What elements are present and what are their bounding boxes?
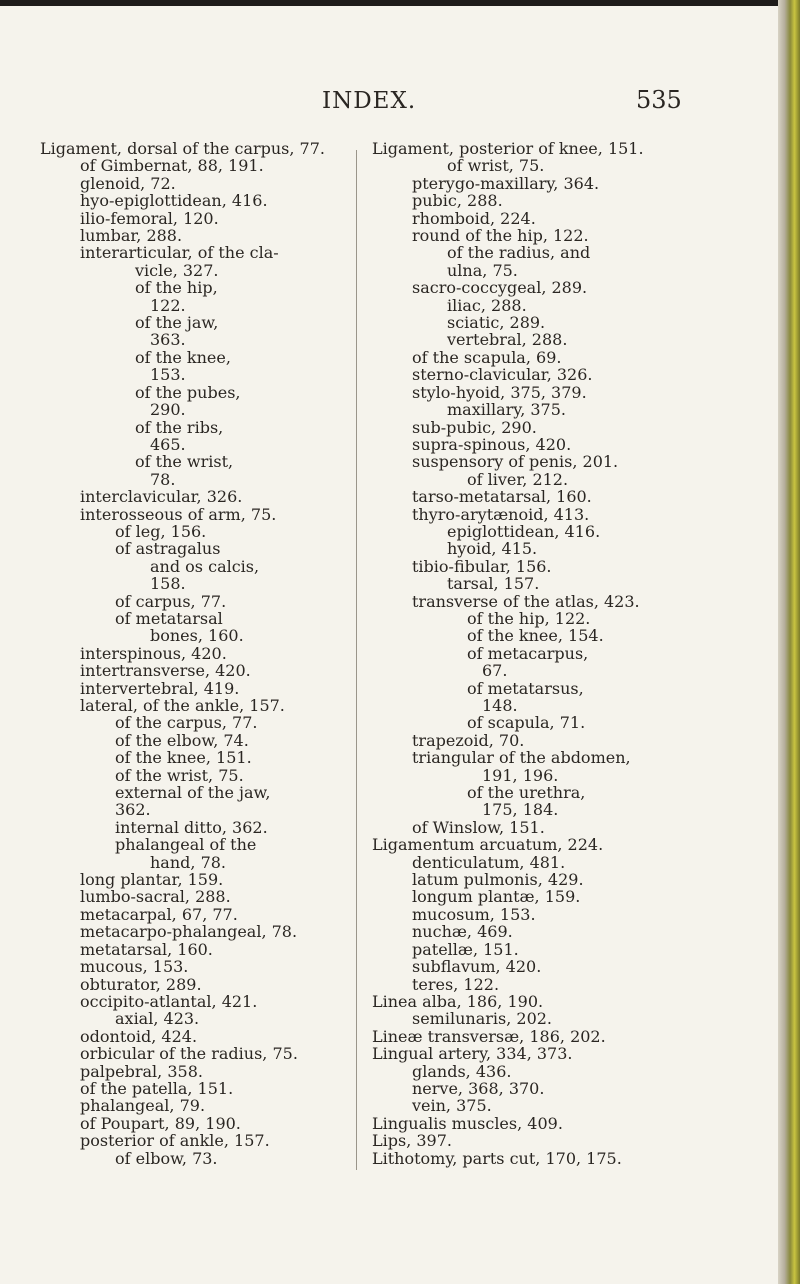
index-entry: triangular of the abdomen, — [412, 748, 631, 768]
index-entry: thyro-arytænoid, 413. — [412, 504, 590, 524]
index-entry: pterygo-maxillary, 364. — [412, 173, 600, 193]
index-entry: hyo-epiglottidean, 416. — [80, 191, 268, 211]
index-entry: trapezoid, 70. — [412, 730, 525, 750]
index-entry: occipito-atlantal, 421. — [80, 991, 258, 1011]
index-entry: of the hip, 122. — [467, 608, 591, 628]
index-entry: intertransverse, 420. — [80, 661, 251, 681]
index-entry: Lingual artery, 334, 373. — [372, 1044, 573, 1064]
index-entry: of the knee, 154. — [467, 626, 604, 646]
index-entry: of leg, 156. — [115, 521, 207, 541]
index-entry: tarso-metatarsal, 160. — [412, 487, 592, 507]
index-entry: 67. — [482, 661, 508, 681]
index-entry: external of the jaw, — [115, 783, 271, 803]
index-entry: of the hip, — [135, 278, 218, 298]
index-entry: of Winslow, 151. — [412, 817, 545, 837]
index-entry: of Gimbernat, 88, 191. — [80, 156, 264, 176]
index-entry: 78. — [150, 469, 176, 489]
index-entry: obturator, 289. — [80, 974, 202, 994]
index-entry: 363. — [150, 330, 186, 350]
index-entry: lumbar, 288. — [80, 226, 183, 246]
index-entry: and os calcis, — [150, 556, 260, 576]
index-entry: of metacarpus, — [467, 643, 589, 663]
index-entry: bones, 160. — [150, 626, 244, 646]
index-entry: epiglottidean, 416. — [447, 521, 601, 541]
index-entry: 153. — [150, 365, 186, 385]
index-entry: semilunaris, 202. — [412, 1009, 553, 1029]
index-entry: palpebral, 358. — [80, 1061, 203, 1081]
index-entry: sterno-clavicular, 326. — [412, 365, 593, 385]
index-entry: stylo-hyoid, 375, 379. — [412, 382, 587, 402]
index-entry: 158. — [150, 574, 186, 594]
index-entry: of the knee, — [135, 347, 231, 367]
index-entry: interclavicular, 326. — [80, 487, 243, 507]
index-entry: nerve, 368, 370. — [412, 1078, 545, 1098]
index-entry: sciatic, 289. — [447, 313, 546, 333]
index-entry: glenoid, 72. — [80, 173, 176, 193]
index-column-left — [40, 140, 355, 1167]
index-column-right — [372, 140, 762, 1167]
index-entry: sub-pubic, 290. — [412, 417, 537, 437]
index-entry: of the ribs, — [135, 417, 224, 437]
index-entry: vein, 375. — [412, 1096, 492, 1116]
index-entry: vicle, 327. — [135, 260, 219, 280]
column-divider — [356, 150, 357, 1170]
index-entry: Ligamentum arcuatum, 224. — [372, 835, 604, 855]
index-entry: tibio-fibular, 156. — [412, 556, 552, 576]
index-entry: orbicular of the radius, 75. — [80, 1044, 298, 1064]
index-entry: of the pubes, — [135, 382, 241, 402]
index-entry: glands, 436. — [412, 1061, 512, 1081]
index-entry: of the carpus, 77. — [115, 713, 258, 733]
index-entry: 465. — [150, 434, 186, 454]
index-entry: latum pulmonis, 429. — [412, 870, 584, 890]
index-entry: vertebral, 288. — [447, 330, 568, 350]
index-entry: interspinous, 420. — [80, 643, 227, 663]
index-entry: 122. — [150, 295, 186, 315]
index-entry: maxillary, 375. — [447, 400, 566, 420]
index-entry: metacarpal, 67, 77. — [80, 904, 238, 924]
index-entry: Lithotomy, parts cut, 170, 175. — [372, 1148, 622, 1168]
index-entry: Lips, 397. — [372, 1131, 452, 1151]
index-entry: of the urethra, — [467, 783, 586, 803]
index-entry: lateral, of the ankle, 157. — [80, 696, 285, 715]
index-entry: of Poupart, 89, 190. — [80, 1113, 241, 1133]
index-entry: hyoid, 415. — [447, 539, 538, 559]
index-entry: tarsal, 157. — [447, 574, 540, 594]
index-entry: of liver, 212. — [467, 469, 569, 489]
index-entry: of wrist, 75. — [447, 156, 545, 176]
page-top-edge — [0, 0, 800, 6]
page-header — [0, 88, 778, 122]
index-entry: of astragalus — [115, 539, 221, 559]
index-entry: round of the hip, 122. — [412, 226, 589, 246]
index-entry: metacarpo-phalangeal, 78. — [80, 922, 298, 942]
index-entry: hand, 78. — [150, 852, 227, 872]
index-entry: sacro-coccygeal, 289. — [412, 278, 588, 298]
index-entry: of carpus, 77. — [115, 591, 227, 611]
index-entry: axial, 423. — [115, 1009, 200, 1029]
index-entry: of the wrist, 75. — [115, 765, 244, 785]
index-entry: lumbo-sacral, 288. — [80, 887, 231, 907]
index-entry: Linea alba, 186, 190. — [372, 991, 544, 1011]
index-entry: patellæ, 151. — [412, 939, 519, 959]
index-entry: rhomboid, 224. — [412, 208, 536, 228]
index-entry: nuchæ, 469. — [412, 922, 513, 942]
index-entry: long plantar, 159. — [80, 870, 224, 890]
index-entry: of the radius, and — [447, 243, 591, 263]
index-entry: 191, 196. — [482, 765, 559, 785]
index-entry: transverse of the atlas, 423. — [412, 591, 640, 611]
index-entry: phalangeal of the — [115, 835, 257, 855]
index-entry: interosseous of arm, 75. — [80, 504, 277, 524]
index-entry: of the knee, 151. — [115, 748, 252, 768]
index-entry: ulna, 75. — [447, 260, 518, 280]
index-entry: subflavum, 420. — [412, 957, 542, 977]
index-entry: 148. — [482, 696, 518, 715]
index-entry: pubic, 288. — [412, 191, 503, 211]
index-entry: metatarsal, 160. — [80, 939, 213, 959]
index-entry: longum plantæ, 159. — [412, 887, 581, 907]
index-entry: interarticular, of the cla- — [80, 243, 279, 263]
index-entry: Lineæ transversæ, 186, 202. — [372, 1026, 606, 1046]
index-entry: mucous, 153. — [80, 957, 189, 977]
index-entry: phalangeal, 79. — [80, 1096, 206, 1116]
index-entry: of the elbow, 74. — [115, 730, 249, 750]
index-entry: of the wrist, — [135, 452, 234, 472]
index-entry: of elbow, 73. — [115, 1148, 218, 1168]
index-entry: intervertebral, 419. — [80, 678, 240, 698]
index-entry: suspensory of penis, 201. — [412, 452, 619, 472]
index-entry: 362. — [115, 800, 151, 820]
index-entry: ilio-femoral, 120. — [80, 208, 219, 228]
book-spine-edge — [778, 0, 800, 1284]
index-entry: of scapula, 71. — [467, 713, 586, 733]
index-entry: internal ditto, 362. — [115, 817, 268, 837]
index-entry: teres, 122. — [412, 974, 500, 994]
index-entry: of metatarsus, — [467, 678, 584, 698]
page-number: 535 — [636, 86, 682, 114]
index-entry: iliac, 288. — [447, 295, 527, 315]
index-entry: odontoid, 424. — [80, 1026, 198, 1046]
index-entry: of the jaw, — [135, 313, 219, 333]
index-entry: posterior of ankle, 157. — [80, 1131, 270, 1151]
index-entry: mucosum, 153. — [412, 904, 536, 924]
index-entry: 290. — [150, 400, 186, 420]
index-entry: Ligament, dorsal of the carpus, 77. — [40, 139, 325, 158]
index-entry: Lingualis muscles, 409. — [372, 1113, 563, 1133]
index-entry: 175, 184. — [482, 800, 559, 820]
index-entry: supra-spinous, 420. — [412, 434, 572, 454]
page-title: INDEX. — [322, 88, 417, 114]
index-entry: denticulatum, 481. — [412, 852, 566, 872]
index-entry: of the patella, 151. — [80, 1078, 234, 1098]
index-entry: of metatarsal — [115, 608, 223, 628]
index-entry: Ligament, posterior of knee, 151. — [372, 139, 644, 158]
index-entry: of the scapula, 69. — [412, 347, 562, 367]
